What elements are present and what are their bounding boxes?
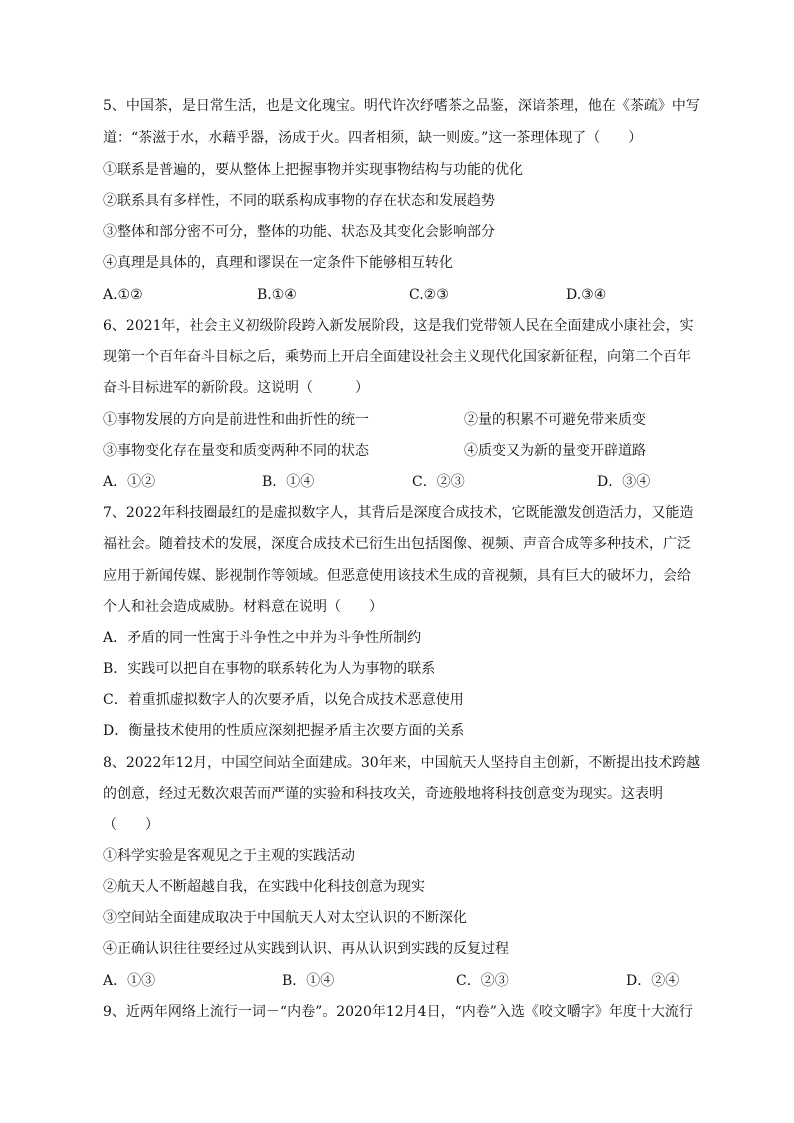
q6-stem-line: 6、2021年，社会主义初级阶段跨入新发展阶段，这是我们党带领人民在全面建成小康社会，实 (103, 318, 694, 334)
q6-stem-line: 现第一个百年奋斗目标之后，乘势而上开启全面建设社会主义现代化国家新征程，向第二个百年 (103, 349, 691, 365)
q5-statement: ③整体和部分密不可分，整体的功能、状态及其变化会影响部分 (103, 224, 495, 240)
q5-statement: ④真理是具体的，真理和谬误在一定条件下能够相互转化 (103, 255, 453, 271)
q6-option-b: B．①④ (262, 474, 315, 490)
q7-stem-line: 个人和社会造成威胁。材料意在说明（ ） (103, 599, 383, 615)
q9-stem-line: 9、近两年网络上流行一词－“内卷”。2020年12月4日，“内卷”入选《咬文嚼字》年度十大流行 (103, 1004, 693, 1020)
q7-stem-line: 7、2022年科技圈最红的是虚拟数字人，其背后是深度合成技术，它既能激发创造活力，又能造 (103, 505, 694, 521)
q6-statement: ③事物变化存在量变和质变两种不同的状态 (103, 443, 369, 459)
q8-statement: ①科学实验是客观见之于主观的实践活动 (103, 848, 355, 864)
q8-stem-line: （ ） (103, 817, 159, 833)
q5-statement: ①联系是普遍的，要从整体上把握事物并实现事物结构与功能的优化 (103, 162, 523, 178)
q6-option-d: D．③④ (597, 474, 651, 490)
q7-stem-line: 福社会。随着技术的发展，深度合成技术已衍生出包括图像、视频、声音合成等多种技术，广泛 (103, 536, 691, 552)
q8-option-a: A．①③ (103, 973, 156, 989)
q7-choice-d: D．衡量技术使用的性质应深刻把握矛盾主次要方面的关系 (103, 723, 465, 739)
q8-stem-line: 8、2022年12月，中国空间站全面建成。30年来，中国航天人坚持自主创新，不断提出技术跨越 (103, 755, 701, 771)
q8-statement: ④正确认识往往要经过从实践到认识、再从认识到实践的反复过程 (103, 941, 509, 957)
q5-statement: ②联系具有多样性，不同的联系构成事物的存在状态和发展趋势 (103, 193, 495, 209)
q8-option-c: C．②③ (456, 973, 509, 989)
q5-stem-line: 5、中国茶，是日常生活，也是文化瑰宝。明代许次纾嗜茶之品鉴，深谙茶理，他在《茶疏》中写 (103, 98, 700, 114)
q7-choice-c: C．着重抓虚拟数字人的次要矛盾，以免合成技术恶意使用 (103, 692, 464, 708)
q6-stem-line: 奋斗目标进军的新阶段。这说明（ ） (103, 380, 369, 396)
q7-stem-line: 应用于新闻传媒、影视制作等领域。但恶意使用该技术生成的音视频，具有巨大的破坏力，会给 (103, 568, 691, 584)
q8-option-d: D．②④ (626, 973, 680, 989)
q8-statement: ③空间站全面建成取决于中国航天人对太空认识的不断深化 (103, 910, 467, 926)
q5-option-b: B.①④ (257, 287, 297, 303)
q7-choice-b: B．实践可以把自在事物的联系转化为人为事物的联系 (103, 661, 436, 677)
q5-option-a: A.①② (103, 287, 143, 303)
q6-statement: ④质变又为新的量变开辟道路 (464, 443, 646, 459)
q8-stem-line: 的创意，经过无数次艰苦而严谨的实验和科技攻关，奇迹般地将科技创意变为现实。这表明 (103, 786, 663, 802)
q8-option-b: B．①④ (282, 973, 335, 989)
q6-statement: ②量的积累不可避免带来质变 (464, 412, 646, 428)
q7-choice-a: A．矛盾的同一性寓于斗争性之中并为斗争性所制约 (103, 630, 422, 646)
q5-stem-line: 道：“茶滋于水，水藉乎器，汤成于火。四者相须，缺一则废。”这一茶理体现了（ ） (103, 130, 643, 146)
q5-option-c: C.②③ (409, 287, 449, 303)
q6-statement: ①事物发展的方向是前进性和曲折性的统一 (103, 412, 369, 428)
q6-option-a: A．①② (103, 474, 156, 490)
q6-option-c: C．②③ (412, 474, 465, 490)
q8-statement: ②航天人不断超越自我，在实践中化科技创意为现实 (103, 879, 425, 895)
q5-option-d: D.③④ (566, 287, 607, 303)
